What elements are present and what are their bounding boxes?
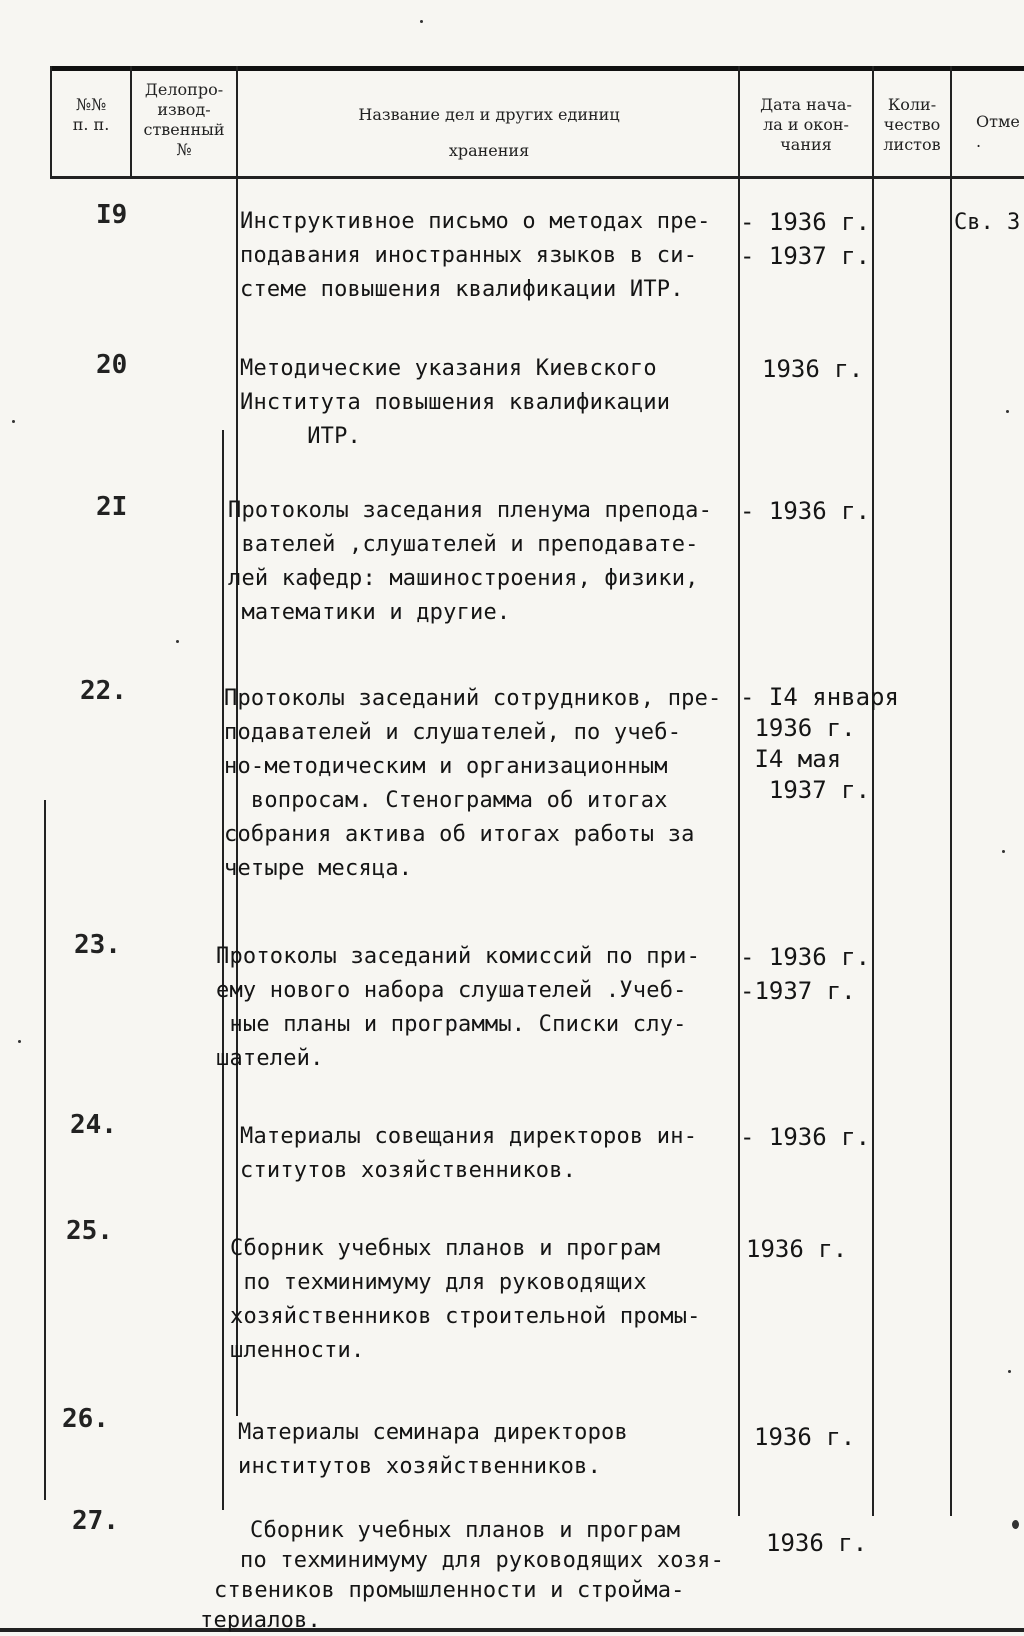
item-title	[228, 494, 712, 630]
item-title	[200, 1516, 725, 1636]
scan-speck	[176, 640, 179, 643]
date-line: - 1936 г.	[740, 1123, 871, 1151]
header-col-office-num: Делопро- извод- ственный №	[143, 80, 225, 159]
title-line: институтов хозяйственников.	[238, 1454, 602, 1479]
scan-speck	[1002, 850, 1005, 853]
date-line: - 1936 г.	[740, 943, 871, 971]
date-line: 1936 г.	[762, 355, 864, 383]
title-line: ИТР.	[240, 424, 362, 449]
column-divider	[950, 66, 952, 1516]
header-col-title: Название дел и других единиц хранения	[358, 105, 620, 160]
item-note: Св. 3	[954, 210, 1021, 235]
title-line: но-методическим и организационным	[224, 754, 668, 779]
title-line: шателей.	[216, 1046, 324, 1071]
title-line: подавания иностранных языков в си-	[240, 243, 698, 268]
scan-speck	[18, 1040, 21, 1043]
title-line: ститутов хозяйственников.	[240, 1158, 577, 1183]
row-number: 2I	[96, 492, 128, 522]
scan-speck	[1006, 410, 1009, 413]
item-dates	[740, 1120, 870, 1154]
title-line: по техминимуму для руководящих	[230, 1270, 647, 1295]
item-title	[240, 205, 711, 307]
title-line: Протоколы заседаний сотрудников, пре-	[224, 686, 722, 711]
item-title	[216, 940, 700, 1076]
header-col-notes: Отме .	[976, 112, 1020, 151]
item-dates	[740, 940, 870, 1008]
row-number: 24.	[70, 1110, 117, 1140]
item-dates	[766, 1526, 867, 1560]
title-line: хозяйственников строительной промы-	[230, 1304, 701, 1329]
row-number: 26.	[62, 1404, 109, 1434]
row-number: 20	[96, 350, 128, 380]
header-col-dates: Дата нача- ла и окон- чания	[760, 95, 852, 154]
title-line: лей кафедр: машиностроения, физики,	[228, 566, 699, 591]
row-number: 25.	[66, 1216, 113, 1246]
title-line: териалов.	[200, 1608, 322, 1633]
title-line: Инструктивное письмо о методах пре-	[240, 209, 711, 234]
header-bottom-rule	[50, 176, 1024, 179]
item-title	[240, 1120, 697, 1188]
scan-speck	[1012, 1520, 1019, 1529]
title-line: собрания актива об итогах работы за	[224, 822, 695, 847]
item-dates	[740, 205, 870, 273]
item-dates	[762, 352, 863, 386]
date-line: - 1936 г.	[740, 497, 871, 525]
title-line: Сборник учебных планов и програм	[230, 1236, 661, 1261]
row-number: 22.	[80, 676, 127, 706]
title-line: шленности.	[230, 1338, 365, 1363]
scan-speck	[420, 20, 423, 23]
item-dates	[740, 494, 870, 528]
title-line: ему нового набора слушателей .Учеб-	[216, 978, 687, 1003]
title-line: Протоколы заседаний комиссий по при-	[216, 944, 701, 969]
date-line: 1936 г.	[766, 1529, 868, 1557]
item-title	[240, 352, 670, 454]
date-line: - 1937 г.	[740, 242, 871, 270]
item-dates	[754, 1420, 855, 1454]
date-line: 1936 г.	[740, 714, 856, 742]
title-line: Материалы совещания директоров ин-	[240, 1124, 698, 1149]
title-line: ные планы и программы. Списки слу-	[216, 1012, 687, 1037]
title-line: математики и другие.	[228, 600, 511, 625]
row-number: 27.	[72, 1506, 119, 1536]
date-line: - 1936 г.	[740, 208, 871, 236]
title-line: подавателей и слушателей, по учеб-	[224, 720, 682, 745]
title-line: четыре месяца.	[224, 856, 413, 881]
title-line: стеме повышения квалификации ИТР.	[240, 277, 684, 302]
scan-speck	[1008, 1370, 1011, 1373]
table-top-rule	[50, 66, 1024, 71]
item-dates	[746, 1232, 847, 1266]
title-line: вопросам. Стенограмма об итогах	[224, 788, 668, 813]
margin-line	[44, 800, 46, 1500]
title-line: вателей ,слушателей и преподавате-	[228, 532, 699, 557]
title-line: ствеников промышленности и стройма-	[214, 1578, 685, 1603]
date-line: 1936 г.	[746, 1235, 848, 1263]
title-line: Методические указания Киевского	[240, 356, 657, 381]
item-title	[230, 1232, 701, 1368]
title-line: Института повышения квалификации	[240, 390, 671, 415]
header-col-sheets: Коли- чество листов	[883, 95, 941, 154]
row-number: 23.	[74, 930, 121, 960]
item-title	[238, 1416, 628, 1484]
item-dates	[740, 682, 899, 806]
date-line: 1936 г.	[754, 1423, 856, 1451]
date-line: -1937 г.	[740, 977, 856, 1005]
title-line: по техминимуму для руководящих хозя-	[240, 1548, 725, 1573]
date-line: - I4 января	[740, 683, 899, 711]
date-line: I4 мая	[740, 745, 842, 773]
header-col-num: №№ п. п.	[72, 95, 110, 134]
title-line: Протоколы заседания пленума препода-	[228, 498, 713, 523]
title-line: Материалы семинара директоров	[238, 1420, 628, 1445]
title-line: Сборник учебных планов и програм	[250, 1518, 681, 1543]
date-line: 1937 г.	[740, 776, 871, 804]
scan-speck	[12, 420, 15, 423]
row-number: I9	[96, 200, 128, 230]
item-title	[224, 682, 721, 886]
